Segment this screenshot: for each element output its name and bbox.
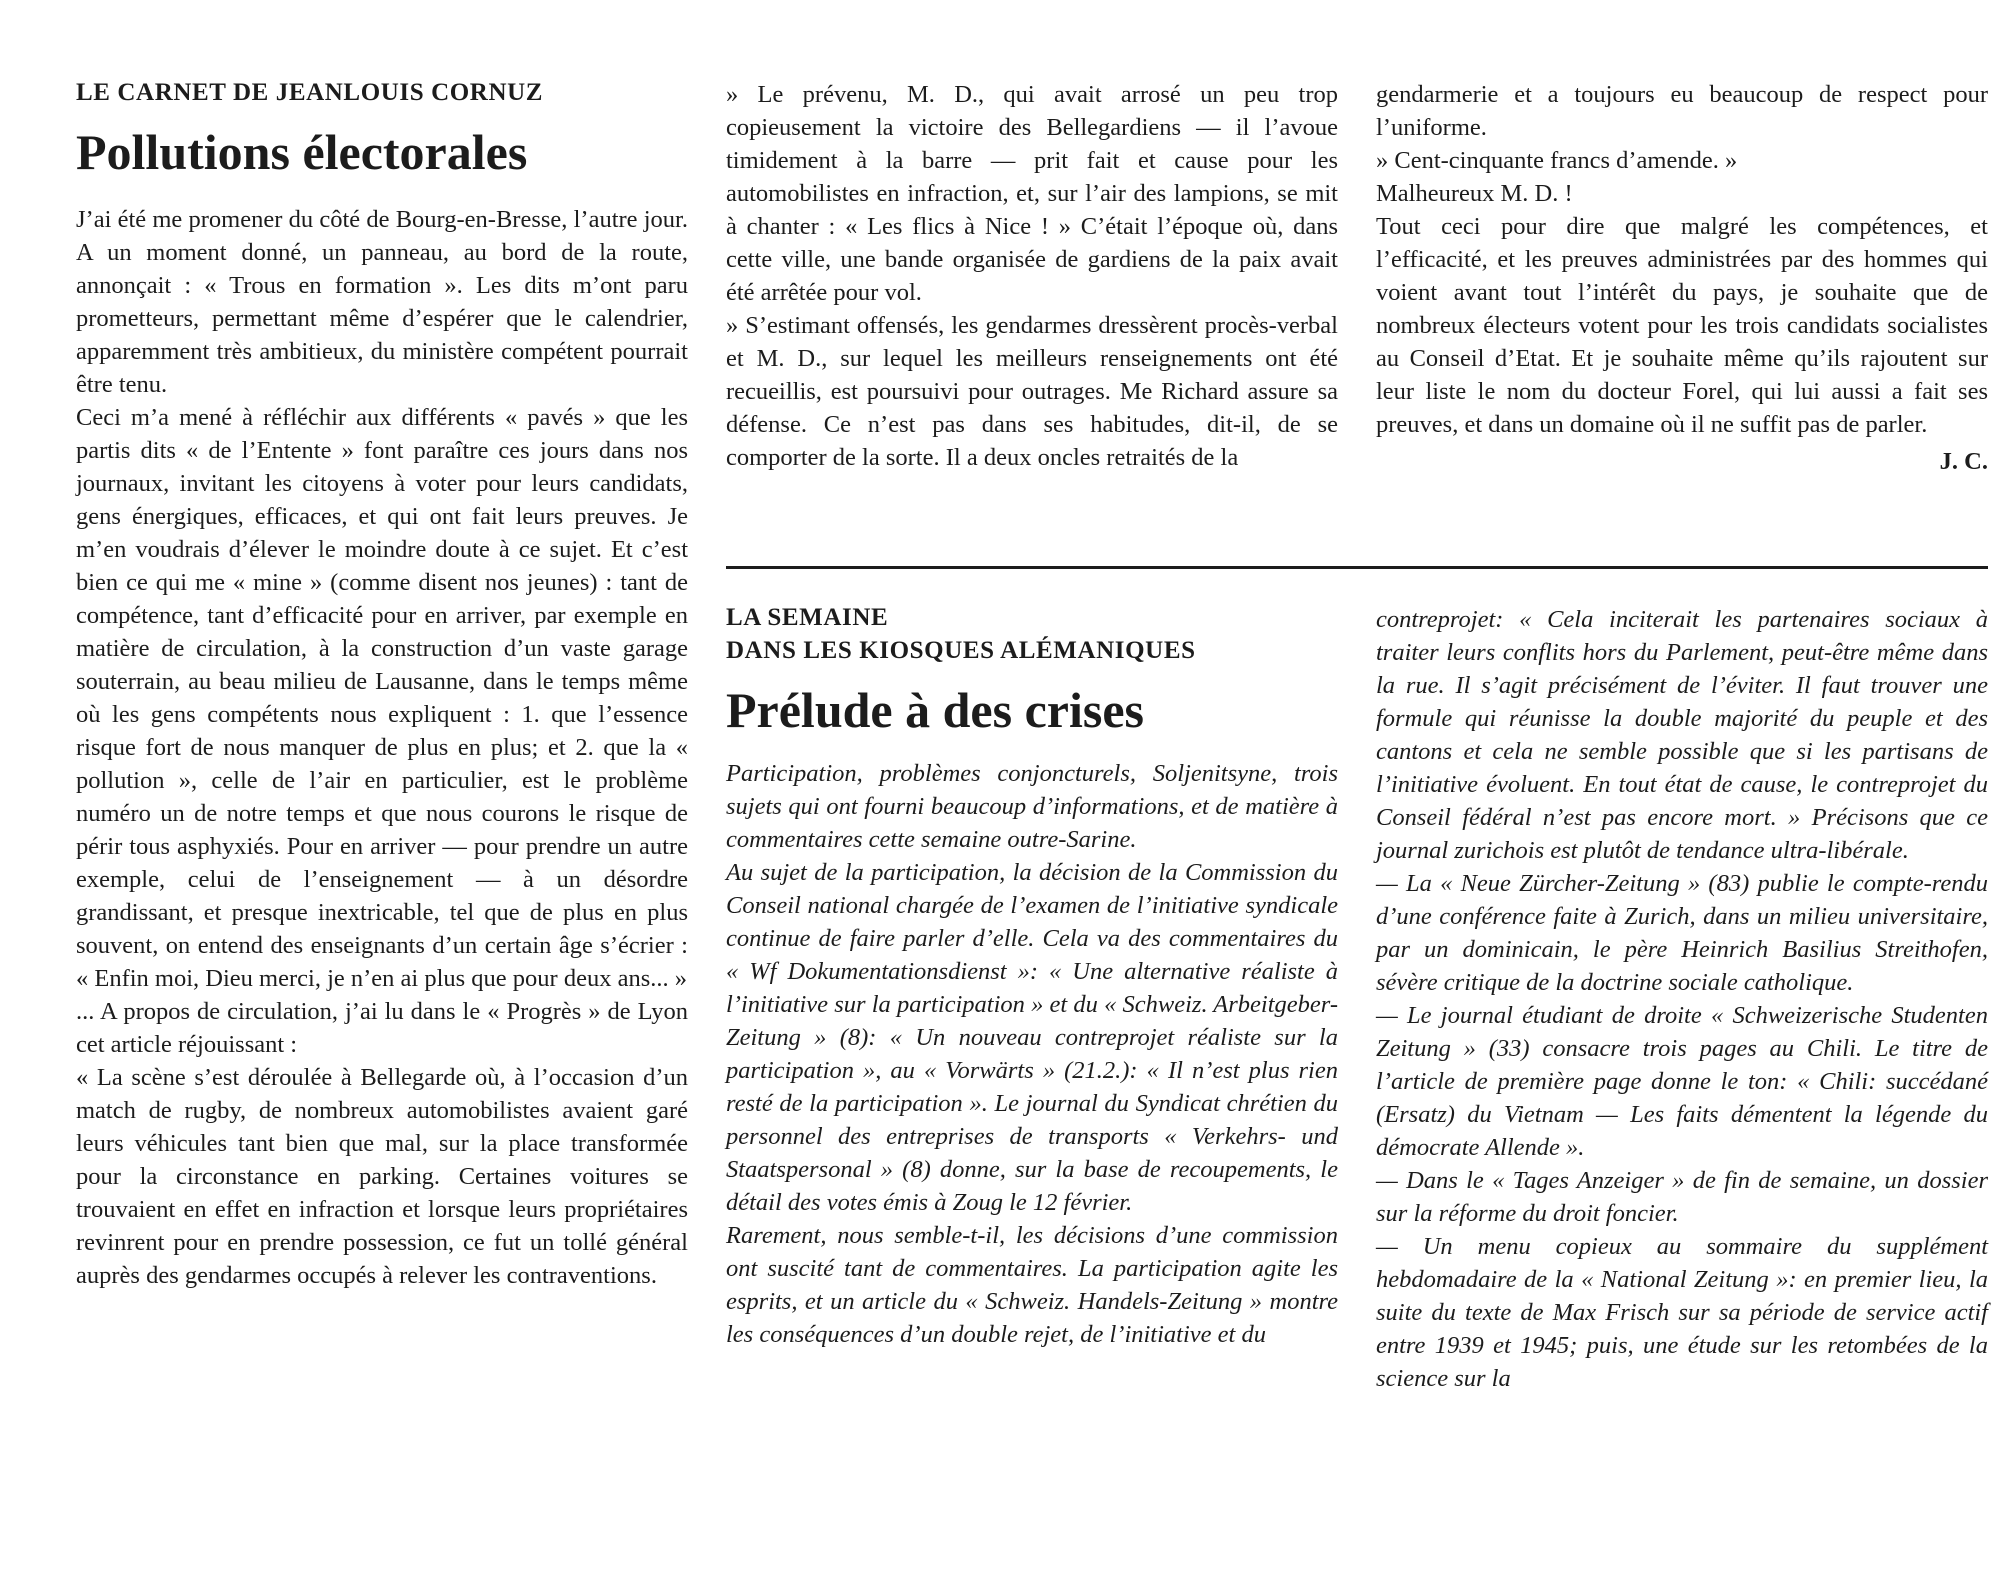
article2-col2-body bbox=[726, 757, 1338, 1351]
paragraph: » S’estimant offensés, les gendarmes dressèrent procès-verbal et M. D., sur lequel les meilleurs renseignements ont été recueillis, est poursuivi pour outrages. Me Richard assure sa défense. Ce n’est pas dans ses habitudes, dit-il, de se comporter de la sorte. Il a deux oncles retraités de la bbox=[726, 312, 1338, 471]
paragraph: ... A propos de circulation, j’ai lu dans le « Progrès » de Lyon cet article réjouissant : bbox=[76, 998, 688, 1058]
paragraph: » Le prévenu, M. D., qui avait arrosé un peu trop copieusement la victoire des Bellegardiens — il l’avoue timidement à la barre — prit fait et cause pour les automobilistes en infraction, et, sur l’air des lampions, se mit à chanter : « Les flics à Nice ! » C’était l’époque où, dans cette ville, une bande organisée de gardiens de la paix avait été arrêtée pour vol. bbox=[726, 81, 1338, 306]
article2-kicker-line1: LA SEMAINE bbox=[726, 604, 889, 631]
paragraph: » Cent-cinquante francs d’amende. » bbox=[1376, 147, 1738, 174]
article1-column2 bbox=[726, 78, 1338, 474]
section-divider bbox=[726, 566, 1988, 569]
article1-kicker: LE CARNET DE JEANLOUIS CORNUZ bbox=[76, 79, 544, 106]
article1-column1 bbox=[76, 76, 688, 1292]
article2-kicker-line2: DANS LES KIOSQUES ALÉMANIQUES bbox=[726, 637, 1196, 664]
paragraph: — La « Neue Zürcher-Zeitung » (83) publie le compte-rendu d’une conférence faite à Zurich, dans un milieu universitaire, par un dominicain, le père Heinrich Basilius Streithofen, sévère critique de la doctrine sociale catholique. bbox=[1376, 870, 1988, 996]
paragraph: gendarmerie et a toujours eu beaucoup de respect pour l’uniforme. bbox=[1376, 81, 1988, 141]
article1-column3 bbox=[1376, 78, 1988, 478]
article1-title: Pollutions électorales bbox=[76, 124, 528, 180]
article2-title: Prélude à des crises bbox=[726, 682, 1144, 738]
paragraph: Participation, problèmes conjoncturels, Soljenitsyne, trois sujets qui ont fourni beaucoup d’informations, et de matière à commentaires cette semaine outre-Sarine. bbox=[726, 760, 1338, 853]
article2-column2 bbox=[726, 601, 1338, 1351]
paragraph: contreprojet: « Cela inciterait les partenaires sociaux à traiter leurs conflits hors du Parlement, peut-être même dans la rue. Il s’agit précisément de l’éviter. Il faut trouver une formule qui réunisse la double majorité du peuple et des cantons et cela ne semble possible que si les partisans de l’initiative évoluent. En tout état de cause, le contreprojet du Conseil fédéral n’est pas encore mort. » Précisons que ce journal zurichois est plutôt de tendance ultra-libérale. bbox=[1376, 606, 1988, 864]
paragraph: Au sujet de la participation, la décision de la Commission du Conseil national chargée de l’examen de l’initiative syndicale continue de faire parler d’elle. Cela va des commentaires du « Wf Dokumentationsdienst »: « Une alternative réaliste à l’initiative sur la participation » et du « Schweiz. Arbeitgeber-Zeitung » (8): « Un nouveau contreprojet réaliste sur la participation », au « Vorwärts » (21.2.): « Il n’est plus rien resté de la participation ». Le journal du Syndicat chrétien du personnel des entreprises de transports « Verkehrs- und Staatspersonal » (8) donne, sur la base de recoupements, le détail des votes émis à Zoug le 12 février. bbox=[726, 859, 1338, 1216]
paragraph: Tout ceci pour dire que malgré les compétences, et l’efficacité, et les preuves administrées par des hommes qui voient avant tout l’intérêt du pays, je souhaite que de nombreux électeurs votent pour les trois candidats socialistes au Conseil d’Etat. Et je souhaite même qu’ils rajoutent sur leur liste le nom du docteur Forel, qui lui aussi a fait ses preuves, et dans un domaine où il ne suffit pas de parler. bbox=[1376, 213, 1988, 438]
paragraph: — Un menu copieux au sommaire du supplément hebdomadaire de la « National Zeitung »: en premier lieu, la suite du texte de Max Frisch sur sa période de service actif entre 1939 et 1945; puis, une étude sur les retombées de la science sur la bbox=[1376, 1233, 1988, 1392]
paragraph: Malheureux M. D. ! bbox=[1376, 180, 1573, 207]
paragraph: Rarement, nous semble-t-il, les décisions d’une commission ont suscité tant de commentaires. La participation agite les esprits, et un article du « Schweiz. Handels-Zeitung » montre les conséquences d’un double rejet, de l’initiative et du bbox=[726, 1222, 1338, 1348]
paragraph: — Dans le « Tages Anzeiger » de fin de semaine, un dossier sur la réforme du droit foncier. bbox=[1376, 1167, 1988, 1227]
article1-col1-body bbox=[76, 203, 688, 1292]
article2-column3 bbox=[1376, 603, 1988, 1395]
article1-signature: J. C. bbox=[1939, 448, 1988, 475]
paragraph: — Le journal étudiant de droite « Schweizerische Studenten Zeitung » (33) consacre trois pages au Chili. Le titre de l’article de première page donne le ton: « Chili: succédané (Ersatz) du Vietnam — Les faits démentent la légende du démocrate Allende ». bbox=[1376, 1002, 1988, 1161]
paragraph: Ceci m’a mené à réfléchir aux différents « pavés » que les partis dits « de l’Entente » font paraître ces jours dans nos journaux, invitant les citoyens à voter pour leurs candidats, gens énergiques, efficaces, et qui ont fait leurs preuves. Je m’en voudrais d’élever le moindre doute à ce sujet. Et c’est bien ce qui me « mine » (comme disent nos jeunes) : tant de compétence, tant d’efficacité pour en arriver, par exemple en matière de circulation, à la construction d’un vaste garage souterrain, au beau milieu de Lausanne, dans le temps même où les gens compétents nous expliquent : 1. que l’essence risque fort de nous manquer de plus en plus; et 2. que la « pollution », celle de l’air en particulier, est le problème numéro un de notre temps et que nous courons le risque de périr tous asphyxiés. Pour en arriver — pour prendre un autre exemple, celui de l’enseignement — à un désordre grandissant, et presque inextricable, tel que de plus en plus souvent, on entend des enseignants d’un certain âge s’écrier : « Enfin moi, Dieu merci, je n’en ai plus que pour deux ans... » bbox=[76, 404, 688, 992]
paragraph: J’ai été me promener du côté de Bourg-en-Bresse, l’autre jour. A un moment donné, un panneau, au bord de la route, annonçait : « Trous en formation ». Les dits m’ont paru prometteurs, permettant même d’espérer que le calendrier, apparemment très ambitieux, du ministère compétent pourrait être tenu. bbox=[76, 206, 688, 398]
paragraph: « La scène s’est déroulée à Bellegarde où, à l’occasion d’un match de rugby, de nombreux automobilistes avaient garé leurs véhicules tant bien que mal, sur la place transformée pour la circonstance en parking. Certaines voitures se trouvaient en effet en infraction et lorsque leurs propriétaires revinrent pour en prendre possession, ce fut un tollé général auprès des gendarmes occupés à relever les contraventions. bbox=[76, 1064, 688, 1289]
